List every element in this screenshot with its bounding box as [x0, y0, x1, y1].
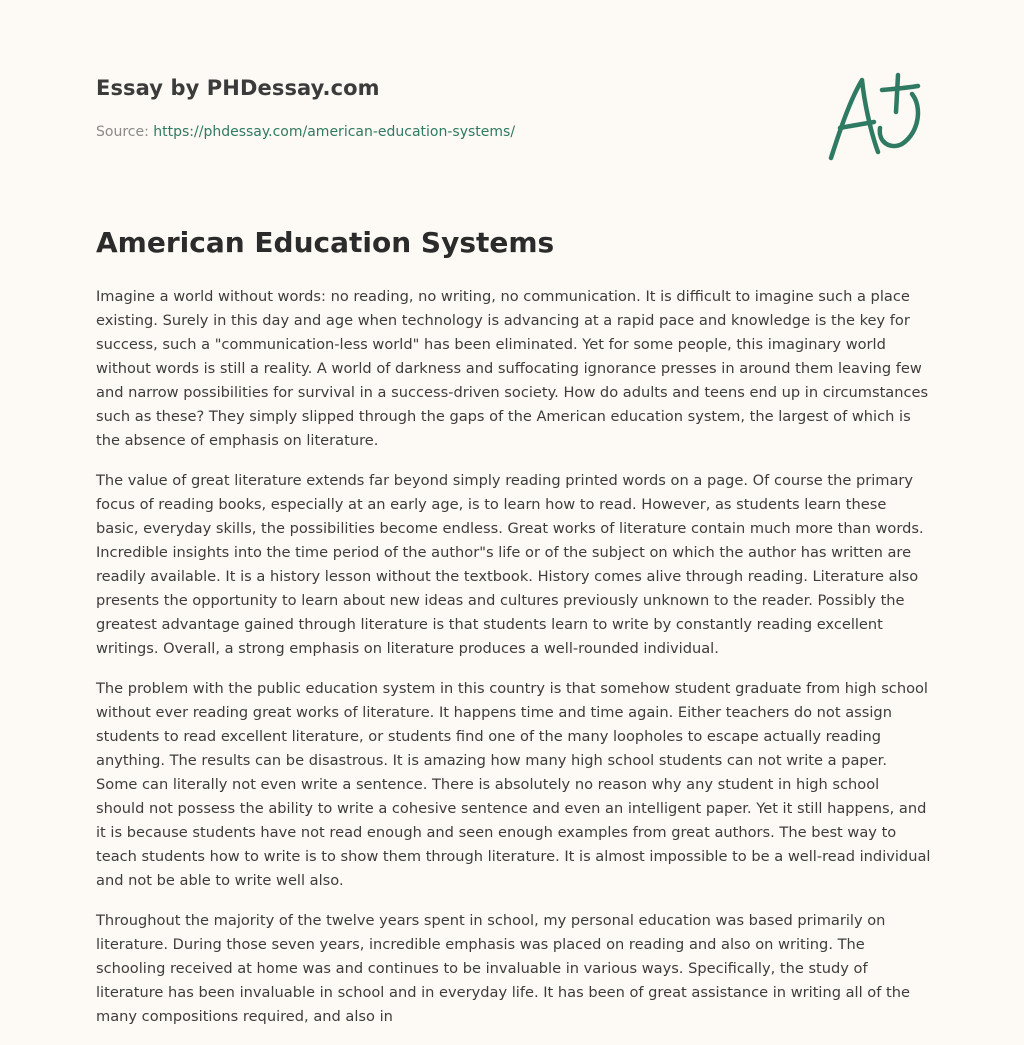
essay-paragraph: The value of great literature extends far beyond simply reading printed words on a page. Of course the primary focus of reading books, especially at an early age, is to learn how to read. However, as students learn these basic, everyday skills, the possibilities become endless. Great works of literature contain much more than words. Incredible insights into the time period of the author"s life or of the subject on which the author has written are readily available. It is a history lesson without the textbook. History comes alive through reading. Literature also presents the opportunity to learn about new ideas and cultures previously unknown to the reader. Possibly the greatest advantage gained through literature is that students learn to write by constantly reading excellent writings. Overall, a strong emphasis on literature produces a well-rounded individual. — [96, 472, 924, 657]
site-brand: Essay by PHDessay.com — [96, 76, 380, 100]
a-plus-grade-icon — [826, 70, 926, 165]
essay-paragraph: The problem with the public education system in this country is that somehow student graduate from high school without ever reading great works of literature. It happens time and time again. Either teachers do not assign students to read excellent literature, or students find one of the many loopholes to escape actually reading anything. The results can be disastrous. It is amazing how many high school students can not write a paper. Some can literally not even write a sentence. There is absolutely no reason why any student in high school should not possess the ability to write a cohesive sentence and even an intelligent paper. Yet it still happens, and it is because students have not read enough and seen enough examples from great authors. The best way to teach students how to write is to show them through literature. It is almost impossible to be a well-read individual and not be able to write well also. — [96, 680, 931, 889]
source-line — [96, 124, 515, 140]
essay-paragraph: Imagine a world without words: no reading, no writing, no communication. It is difficult to imagine such a place existing. Surely in this day and age when technology is advancing at a rapid pace and knowledge is the key for success, such a "communication-less world" has been eliminated. Yet for some people, this imaginary world without words is still a reality. A world of darkness and suffocating ignorance presses in around them leaving few and narrow possibilities for survival in a success-driven society. How do adults and teens end up in circumstances such as these? They simply slipped through the gaps of the American education system, the largest of which is the absence of emphasis on literature. — [96, 288, 929, 449]
source-label: Source: — [96, 124, 149, 140]
essay-paragraph: Throughout the majority of the twelve years spent in school, my personal education was based primarily on literature. During those seven years, incredible emphasis was placed on reading and also on writing. The schooling received at home was and continues to be invaluable in various ways. Specifically, the study of literature has been invaluable in school and in everyday life. It has been of great assistance in writing all of the many compositions required, and also in — [96, 912, 910, 1025]
essay-title: American Education Systems — [96, 226, 555, 259]
essay-body — [96, 285, 932, 1045]
source-link[interactable]: https://phdessay.com/american-education-systems/ — [153, 124, 516, 140]
